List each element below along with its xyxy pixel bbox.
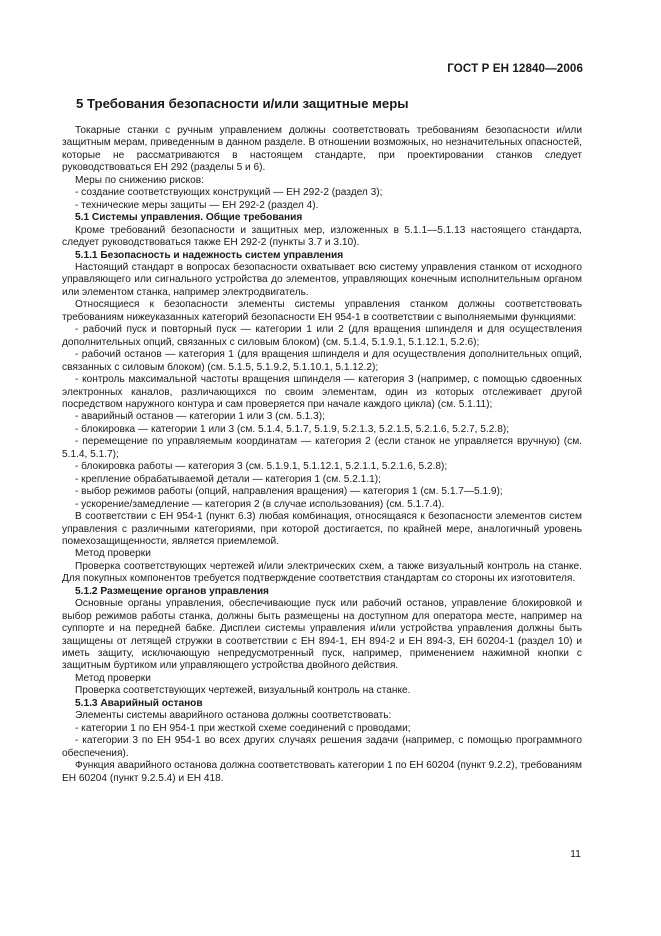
list-item: - рабочий пуск и повторный пуск — категории 1 или 2 (для вращения шпинделя и для осуществления дополнительных опций, связанных с силовым блоком) (см. 5.1.4, 5.1.9.1, 5.1.12.1, 5.2.6); [62, 324, 582, 348]
paragraph: Элементы системы аварийного останова должны соответствовать: [75, 710, 392, 722]
subsection-heading: 5.1.3 Аварийный останов [75, 697, 203, 709]
list-item: - перемещение по управляемым координатам — категория 2 (если станок не управляется вручную) (см. 5.1.4, 5.1.7); [62, 436, 582, 460]
paragraph: Токарные станки с ручным управлением должны соответствовать требованиям безопасности и/или защитным мерам, приведенным в данном разделе. В отношении возможных, но незначительных опасностей, которые не рассматриваются в настоящем стандарте, при проектировании станков следует руководствоваться ЕН 292 (разделы 5 и 6). [62, 125, 582, 174]
paragraph: Настоящий стандарт в вопросах безопасности охватывает всю систему управления станком от исходного управляющего или сигнального устройства до элементов, управляющих конечным исполнительным органом или элементом станка, например электродвигатель. [62, 261, 582, 298]
paragraph: Проверка соответствующих чертежей и/или электрических схем, а также визуальный контроль на станке. Для покупных компонентов требуется подтверждение соответствия стандартам со стороны их изготовителя. [62, 560, 582, 585]
spacer [62, 112, 582, 125]
paragraph: Проверка соответствующих чертежей, визуальный контроль на станке. [75, 685, 411, 697]
list-item: - блокировка работы — категория 3 (см. 5.1.9.1, 5.1.12.1, 5.2.1.1, 5.2.1.6, 5.2.8); [75, 461, 448, 473]
list-item: - рабочий останов — категория 1 (для вращения шпинделя и для осуществления дополнительных опций, связанных с силовым блоком) (см. 5.1.5, 5.1.9.2, 5.1.10.1, 5.1.12.2); [62, 349, 582, 373]
paragraph: Меры по снижению рисков: [75, 174, 204, 186]
list-item: - аварийный останов — категории 1 или 3 (см. 5.1.3); [75, 411, 325, 423]
section-title: 5 Требования безопасности и/или защитные меры [76, 96, 409, 111]
subsection-heading: 5.1.1 Безопасность и надежность систем управления [75, 249, 344, 261]
list-item: - ускорение/замедление — категория 2 (в случае использования) (см. 5.1.7.4). [75, 498, 445, 510]
list-item: - категории 3 по ЕН 954-1 во всех других случаях решения задачи (например, с помощью программного обеспечения). [62, 735, 582, 759]
list-item: - создание соответствующих конструкций — ЕН 292-2 (раздел 3); [75, 187, 383, 199]
paragraph: Функция аварийного останова должна соответствовать категории 1 по ЕН 60204 (пункт 9.2.2), требованиям ЕН 60204 (пункт 9.2.5.4) и ЕН 418. [62, 760, 582, 784]
paragraph: Основные органы управления, обеспечивающие пуск или рабочий останов, управление блокировкой и выбор режимов работы станка, должны быть размещены на доступном для оператора месте, например на суппорте и на передней бабке. Дисплеи системы управления и/или устройства управления должны быть защищены от летящей стружки в соответствии с ЕН 894-1, ЕН 894-2 и ЕН 894-3, ЕН 60204-1 (раздел 10) и иметь защиту, исключающую непредусмотренный пуск, например, применением нажимной кнопки с защитным буртиком или управляющего устройства двойного действия. [62, 598, 582, 672]
document-code: ГОСТ Р ЕН 12840—2006 [447, 62, 583, 75]
list-item: - технические меры защиты — ЕН 292-2 (раздел 4). [75, 199, 319, 211]
list-item: - выбор режимов работы (опций, направления вращения) — категория 1 (см. 5.1.7—5.1.9); [75, 486, 503, 498]
list-item: - блокировка — категории 1 или 3 (см. 5.1.4, 5.1.7, 5.1.9, 5.2.1.3, 5.2.1.5, 5.2.1.6, 5.2.7, 5.2.8); [75, 423, 510, 435]
paragraph: В соответствии с ЕН 954-1 (пункт 6.3) любая комбинация, относящаяся к безопасности элементов систем управления с различными категориями, при которой достигается, по крайней мере, аналогичный уровень помехозащищенности, является приемлемой. [62, 511, 582, 547]
subsection-heading: 5.1 Системы управления. Общие требования [75, 212, 303, 224]
list-item: - категории 1 по ЕН 954-1 при жесткой схеме соединений с проводами; [75, 722, 411, 734]
paragraph: Метод проверки [75, 672, 151, 684]
list-item: - контроль максимальной частоты вращения шпинделя — категория 3 (например, с помощью сдвоенных электронных каналов, различающихся по своим элементам, один из которых отслеживает другой посредством наружного контура и сам проверяется при начале каждого цикла) (см. 5.1.11); [62, 374, 582, 410]
page-number: 11 [570, 848, 581, 860]
paragraph: Метод проверки [75, 548, 151, 560]
subsection-heading: 5.1.2 Размещение органов управления [75, 585, 269, 597]
list-item: - крепление обрабатываемой детали — категория 1 (см. 5.2.1.1); [75, 473, 381, 485]
paragraph: Кроме требований безопасности и защитных мер, изложенных в 5.1.1—5.1.13 настоящего стандарта, следует руководствоваться также ЕН 292-2 (пункты 3.7 и 3.10). [62, 224, 582, 249]
document-body [62, 90, 582, 785]
paragraph: Относящиеся к безопасности элементы системы управления станком должны соответствовать требованиям нижеуказанных категорий безопасности ЕН 954-1 в соответствии с выполняемыми функциями: [62, 299, 582, 323]
